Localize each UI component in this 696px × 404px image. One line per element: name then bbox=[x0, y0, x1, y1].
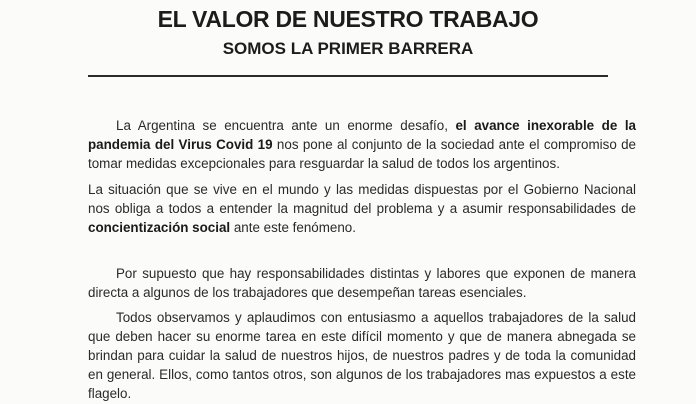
document-subtitle: SOMOS LA PRIMER BARRERA bbox=[222, 39, 474, 58]
paragraph-3-text: Por supuesto que hay responsabilidades distintas y labores que exponen de manera directa a algunos de los trabajadores que desempeñan tareas esenciales. bbox=[88, 266, 636, 300]
paragraph-3 bbox=[88, 264, 636, 302]
paragraph-1-bold: el avance inexorable de la pandemia del Virus Covid 19 bbox=[88, 118, 636, 152]
paragraph-4-text: Todos observamos y aplaudimos con entusiasmo a aquellos trabajadores de la salud que deben hacer su enorme tarea en este difícil momento y que de manera abnegada se brindan para cuidar la salud de nuestros hijos, de nuestros padres y de toda la comunidad en general. Ellos, como tantos otros, son algunos de los trabajadores mas expuestos a este flagelo. bbox=[88, 310, 636, 401]
document-title: EL VALOR DE NUESTRO TRABAJO bbox=[157, 6, 539, 32]
paragraph-2 bbox=[88, 180, 636, 237]
paragraph-4 bbox=[88, 308, 636, 403]
paragraph-2-text-start: La situación que se vive en el mundo y las medidas dispuestas por el Gobierno Nacional nos obliga a todos a entender la magnitud del problema y a asumir responsabilidades de bbox=[88, 182, 636, 216]
paragraph-1-text-end: nos pone al conjunto de la sociedad ante el compromiso de tomar medidas excepcionales para resguardar la salud de todos los argentinos. bbox=[88, 137, 637, 171]
paragraph-1 bbox=[88, 116, 636, 173]
paragraph-2-bold: concientización social bbox=[88, 220, 231, 235]
paragraph-2-text-end: ante este fenómeno. bbox=[230, 220, 356, 235]
title-divider bbox=[88, 75, 608, 77]
paragraph-1-text-start: La Argentina se encuentra ante un enorme desafío, bbox=[116, 118, 456, 133]
